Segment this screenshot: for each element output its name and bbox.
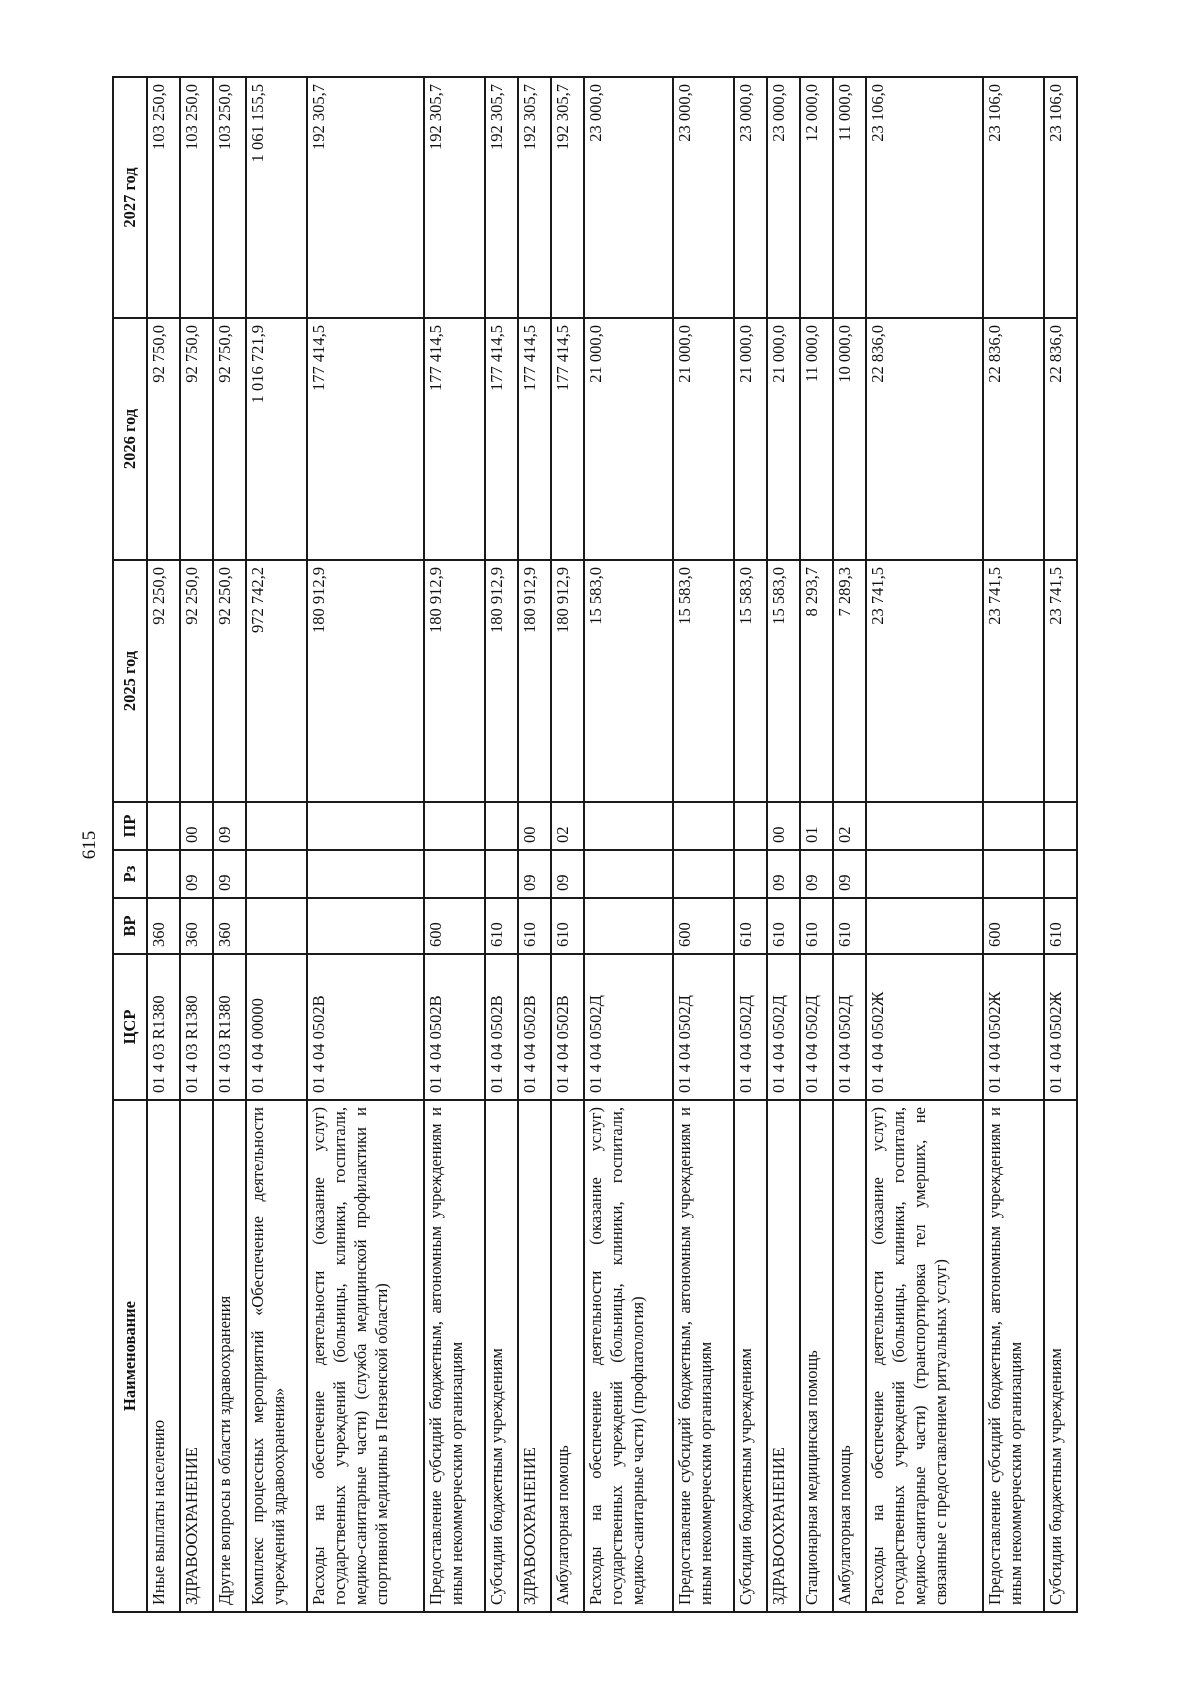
cell-y2025: 92 250,0 xyxy=(147,560,180,802)
cell-y2025: 180 912,9 xyxy=(424,560,485,802)
cell-y2027: 12 000,0 xyxy=(800,77,833,318)
cell-vr: 600 xyxy=(424,898,485,954)
cell-vr: 360 xyxy=(213,898,246,954)
cell-name: Расходы на обеспечение деятельности (оказание услуг) государственных учреждений (больницы, клиники, госпитали, медико-санитарные части) (профпатология) xyxy=(584,1100,673,1612)
table-row xyxy=(767,77,800,1612)
cell-y2026: 11 000,0 xyxy=(800,318,833,560)
cell-pr: 02 xyxy=(551,802,584,850)
cell-name: Предоставление субсидий бюджетным, автономным учреждениям и иным некоммерческим организациям xyxy=(424,1100,485,1612)
table-row xyxy=(673,77,734,1612)
cell-name: Субсидии бюджетным учреждениям xyxy=(1044,1100,1077,1612)
cell-pr xyxy=(424,802,485,850)
cell-y2026: 177 414,5 xyxy=(424,318,485,560)
cell-y2025: 7 289,3 xyxy=(833,560,866,802)
cell-y2026: 21 000,0 xyxy=(673,318,734,560)
cell-rz xyxy=(866,850,983,898)
cell-name: ЗДРАВООХРАНЕНИЕ xyxy=(518,1100,551,1612)
cell-pr xyxy=(307,802,424,850)
cell-vr: 610 xyxy=(518,898,551,954)
cell-csr: 01 4 04 0502В xyxy=(518,954,551,1100)
table-row xyxy=(485,77,518,1612)
cell-vr: 610 xyxy=(767,898,800,954)
cell-pr: 00 xyxy=(518,802,551,850)
cell-csr: 01 4 04 0502Д xyxy=(734,954,767,1100)
cell-pr xyxy=(485,802,518,850)
cell-rz: 09 xyxy=(551,850,584,898)
cell-name: Стационарная медицинская помощь xyxy=(800,1100,833,1612)
header-csr: ЦСР xyxy=(113,954,147,1100)
cell-name: Предоставление субсидий бюджетным, автономным учреждениям и иным некоммерческим организациям xyxy=(673,1100,734,1612)
cell-vr xyxy=(246,898,307,954)
table-row xyxy=(833,77,866,1612)
cell-pr xyxy=(246,802,307,850)
cell-vr: 610 xyxy=(734,898,767,954)
header-2027: 2027 год xyxy=(113,77,147,318)
cell-y2025: 23 741,5 xyxy=(983,560,1044,802)
table-row xyxy=(734,77,767,1612)
cell-y2025: 180 912,9 xyxy=(551,560,584,802)
cell-vr: 610 xyxy=(1044,898,1077,954)
cell-y2025: 15 583,0 xyxy=(673,560,734,802)
cell-y2027: 192 305,7 xyxy=(424,77,485,318)
cell-pr xyxy=(673,802,734,850)
cell-y2025: 8 293,7 xyxy=(800,560,833,802)
cell-name: Предоставление субсидий бюджетным, автономным учреждениям и иным некоммерческим организациям xyxy=(983,1100,1044,1612)
cell-rz xyxy=(485,850,518,898)
cell-rz: 09 xyxy=(800,850,833,898)
cell-y2027: 23 000,0 xyxy=(734,77,767,318)
cell-rz xyxy=(246,850,307,898)
header-name: Наименование xyxy=(113,1100,147,1612)
cell-y2026: 177 414,5 xyxy=(518,318,551,560)
cell-rz xyxy=(734,850,767,898)
cell-y2026: 10 000,0 xyxy=(833,318,866,560)
cell-rz xyxy=(424,850,485,898)
table-row xyxy=(584,77,673,1612)
cell-vr: 610 xyxy=(800,898,833,954)
table-row xyxy=(1044,77,1077,1612)
cell-y2027: 192 305,7 xyxy=(518,77,551,318)
cell-csr: 01 4 04 0502В xyxy=(307,954,424,1100)
cell-vr: 610 xyxy=(485,898,518,954)
cell-csr: 01 4 04 0502Д xyxy=(767,954,800,1100)
cell-y2027: 192 305,7 xyxy=(551,77,584,318)
header-2025: 2025 год xyxy=(113,560,147,802)
cell-vr: 360 xyxy=(180,898,213,954)
cell-pr xyxy=(734,802,767,850)
cell-y2027: 23 106,0 xyxy=(866,77,983,318)
table-row xyxy=(866,77,983,1612)
table-row xyxy=(147,77,180,1612)
cell-y2027: 103 250,0 xyxy=(147,77,180,318)
cell-vr: 610 xyxy=(833,898,866,954)
cell-y2026: 177 414,5 xyxy=(485,318,518,560)
table-row xyxy=(424,77,485,1612)
cell-y2026: 22 836,0 xyxy=(1044,318,1077,560)
cell-y2025: 180 912,9 xyxy=(518,560,551,802)
cell-pr: 01 xyxy=(800,802,833,850)
cell-y2027: 103 250,0 xyxy=(213,77,246,318)
cell-y2025: 92 250,0 xyxy=(180,560,213,802)
cell-name: Амбулаторная помощь xyxy=(833,1100,866,1612)
cell-csr: 01 4 04 0502Д xyxy=(833,954,866,1100)
cell-pr xyxy=(584,802,673,850)
cell-name: Амбулаторная помощь xyxy=(551,1100,584,1612)
cell-csr: 01 4 04 0502Ж xyxy=(866,954,983,1100)
cell-y2026: 21 000,0 xyxy=(767,318,800,560)
cell-pr: 09 xyxy=(213,802,246,850)
header-2026: 2026 год xyxy=(113,318,147,560)
cell-y2027: 103 250,0 xyxy=(180,77,213,318)
cell-pr: 00 xyxy=(180,802,213,850)
cell-y2025: 15 583,0 xyxy=(767,560,800,802)
table-row xyxy=(246,77,307,1612)
cell-rz xyxy=(673,850,734,898)
cell-y2025: 23 741,5 xyxy=(866,560,983,802)
cell-rz xyxy=(1044,850,1077,898)
cell-vr xyxy=(307,898,424,954)
cell-y2026: 177 414,5 xyxy=(307,318,424,560)
cell-rz xyxy=(147,850,180,898)
cell-y2027: 23 000,0 xyxy=(673,77,734,318)
cell-csr: 01 4 04 0502Ж xyxy=(983,954,1044,1100)
cell-y2025: 972 742,2 xyxy=(246,560,307,802)
table-row xyxy=(551,77,584,1612)
cell-y2027: 23 106,0 xyxy=(983,77,1044,318)
table-row xyxy=(983,77,1044,1612)
header-vr: ВР xyxy=(113,898,147,954)
cell-y2026: 22 836,0 xyxy=(983,318,1044,560)
cell-name: Расходы на обеспечение деятельности (оказание услуг) государственных учреждений (больницы, клиники, госпитали, медико-санитарные части) (транспортировка тел умерших, не связанные с предоставлением ритуальных услуг) xyxy=(866,1100,983,1612)
cell-rz xyxy=(307,850,424,898)
cell-pr xyxy=(866,802,983,850)
cell-rz: 09 xyxy=(213,850,246,898)
cell-y2027: 192 305,7 xyxy=(307,77,424,318)
cell-vr: 600 xyxy=(983,898,1044,954)
cell-y2027: 23 106,0 xyxy=(1044,77,1077,318)
cell-pr: 02 xyxy=(833,802,866,850)
table-row xyxy=(800,77,833,1612)
cell-y2027: 1 061 155,5 xyxy=(246,77,307,318)
cell-y2026: 92 750,0 xyxy=(180,318,213,560)
table-body xyxy=(147,77,1077,1612)
rotated-table-frame xyxy=(112,78,1200,1605)
cell-vr xyxy=(866,898,983,954)
cell-csr: 01 4 03 R1380 xyxy=(147,954,180,1100)
table-row xyxy=(518,77,551,1612)
cell-y2026: 92 750,0 xyxy=(147,318,180,560)
cell-rz: 09 xyxy=(833,850,866,898)
cell-pr xyxy=(983,802,1044,850)
cell-y2025: 92 250,0 xyxy=(213,560,246,802)
table-row xyxy=(307,77,424,1612)
cell-name: ЗДРАВООХРАНЕНИЕ xyxy=(180,1100,213,1612)
cell-csr: 01 4 04 0502В xyxy=(424,954,485,1100)
cell-y2027: 23 000,0 xyxy=(767,77,800,318)
cell-csr: 01 4 04 0502Д xyxy=(800,954,833,1100)
cell-vr: 360 xyxy=(147,898,180,954)
cell-y2026: 21 000,0 xyxy=(734,318,767,560)
cell-name: Комплекс процессных мероприятий «Обеспечение деятельности учреждений здравоохранения» xyxy=(246,1100,307,1612)
cell-pr xyxy=(1044,802,1077,850)
cell-y2026: 177 414,5 xyxy=(551,318,584,560)
cell-vr: 600 xyxy=(673,898,734,954)
cell-csr: 01 4 04 00000 xyxy=(246,954,307,1100)
rotated-table-content xyxy=(112,78,1078,1613)
cell-y2025: 180 912,9 xyxy=(485,560,518,802)
cell-csr: 01 4 03 R1380 xyxy=(213,954,246,1100)
cell-pr: 00 xyxy=(767,802,800,850)
cell-y2027: 11 000,0 xyxy=(833,77,866,318)
header-pr: ПР xyxy=(113,802,147,850)
cell-name: Субсидии бюджетным учреждениям xyxy=(734,1100,767,1612)
cell-y2025: 23 741,5 xyxy=(1044,560,1077,802)
cell-y2026: 1 016 721,9 xyxy=(246,318,307,560)
cell-y2025: 15 583,0 xyxy=(584,560,673,802)
cell-csr: 01 4 03 R1380 xyxy=(180,954,213,1100)
cell-vr xyxy=(584,898,673,954)
cell-y2026: 92 750,0 xyxy=(213,318,246,560)
budget-table xyxy=(112,76,1078,1613)
cell-vr: 610 xyxy=(551,898,584,954)
cell-y2025: 15 583,0 xyxy=(734,560,767,802)
cell-rz xyxy=(584,850,673,898)
table-row xyxy=(180,77,213,1612)
cell-y2025: 180 912,9 xyxy=(307,560,424,802)
cell-csr: 01 4 04 0502Д xyxy=(584,954,673,1100)
cell-csr: 01 4 04 0502Д xyxy=(673,954,734,1100)
cell-name: ЗДРАВООХРАНЕНИЕ xyxy=(767,1100,800,1612)
cell-y2027: 192 305,7 xyxy=(485,77,518,318)
cell-name: Расходы на обеспечение деятельности (оказание услуг) государственных учреждений (больницы, клиники, госпитали, медико-санитарные части) (служба медицинской профилактики и спортивной медицины в Пензенской области) xyxy=(307,1100,424,1612)
cell-pr xyxy=(147,802,180,850)
page-number: 615 xyxy=(79,830,100,860)
cell-name: Другие вопросы в области здравоохранения xyxy=(213,1100,246,1612)
cell-name: Субсидии бюджетным учреждениям xyxy=(485,1100,518,1612)
cell-rz: 09 xyxy=(518,850,551,898)
table-header-row xyxy=(113,77,147,1612)
cell-csr: 01 4 04 0502Ж xyxy=(1044,954,1077,1100)
table-row xyxy=(213,77,246,1612)
cell-y2026: 21 000,0 xyxy=(584,318,673,560)
cell-y2027: 23 000,0 xyxy=(584,77,673,318)
cell-rz: 09 xyxy=(767,850,800,898)
cell-rz xyxy=(983,850,1044,898)
cell-rz: 09 xyxy=(180,850,213,898)
cell-name: Иные выплаты населению xyxy=(147,1100,180,1612)
cell-csr: 01 4 04 0502В xyxy=(485,954,518,1100)
cell-y2026: 22 836,0 xyxy=(866,318,983,560)
header-rz: Рз xyxy=(113,850,147,898)
cell-csr: 01 4 04 0502В xyxy=(551,954,584,1100)
